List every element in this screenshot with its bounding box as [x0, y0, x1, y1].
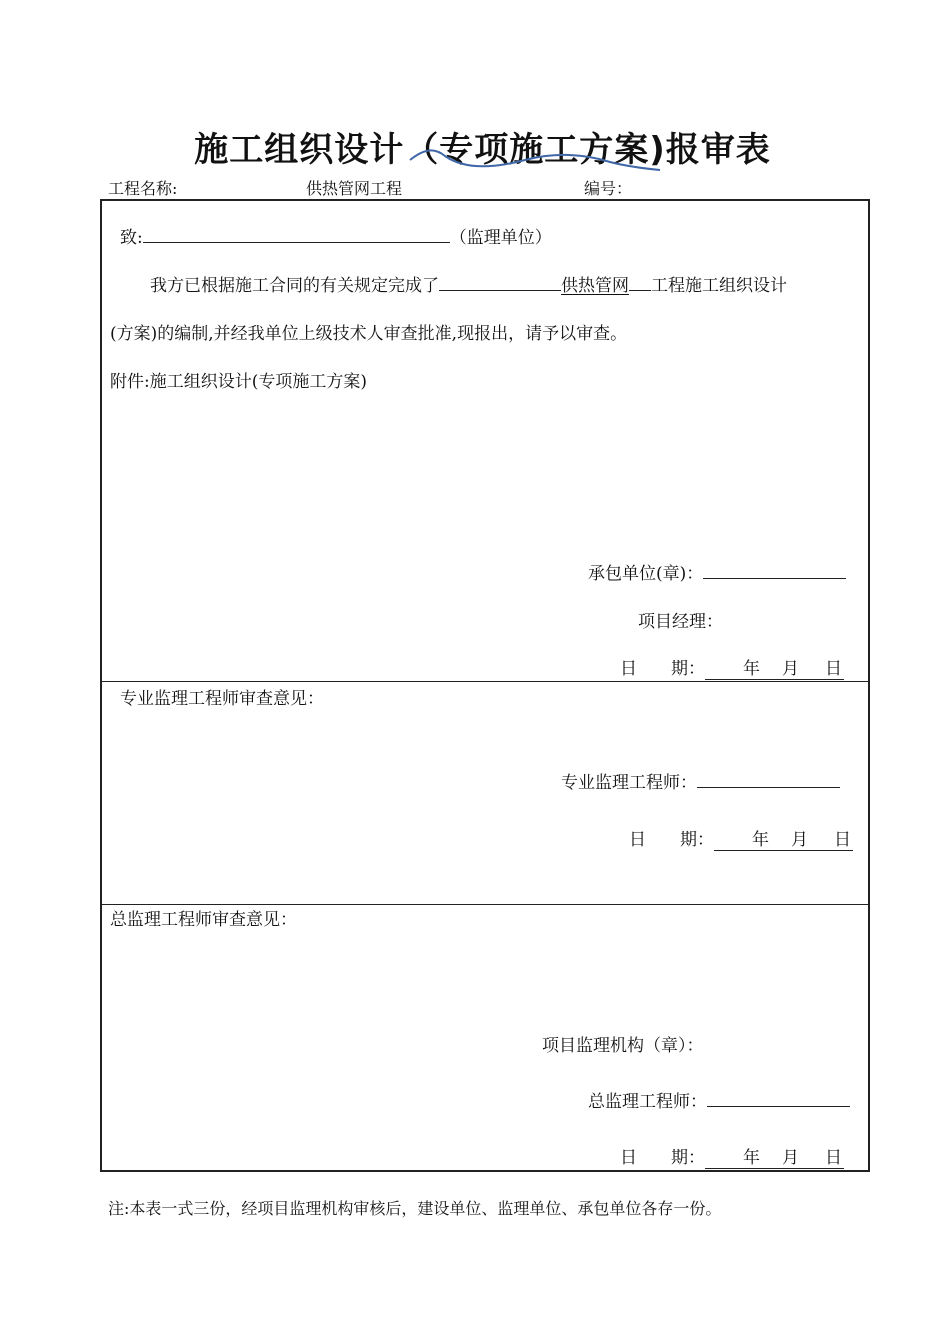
para-project-name: 供热管网: [561, 276, 629, 296]
blank-field-2: [629, 274, 651, 291]
specialist-signature-field[interactable]: [697, 771, 840, 788]
date-label: 日 期：: [629, 830, 714, 850]
date-field[interactable]: 年 月 日: [705, 654, 844, 680]
supervision-org-label: 项目监理机构（章）：: [542, 1036, 704, 1056]
to-label: 致:: [120, 228, 143, 248]
date-line-3: [620, 1143, 844, 1169]
date-label: 日 期：: [620, 659, 705, 679]
handwritten-strike-mark: [405, 140, 665, 176]
chief-heading: 总监理工程师审查意见：: [110, 910, 297, 930]
contractor-label: 承包单位(章)：: [588, 564, 704, 584]
project-name-label: 工程名称:: [108, 179, 178, 198]
blank-field: [439, 274, 561, 291]
specialist-engineer-line: [561, 768, 840, 793]
chief-signature-field[interactable]: [707, 1090, 850, 1107]
specialist-review-section: [102, 682, 868, 905]
contractor-signature-field[interactable]: [703, 562, 846, 579]
paragraph-2: (方案)的编制,并经我单位上级技术人审查批准,现报出，请予以审查。: [110, 324, 628, 344]
chief-review-section: [102, 905, 868, 1172]
paragraph-1: 我方已根据施工合同的有关规定完成了 供热管网 工程施工组织设计: [150, 276, 787, 296]
contractor-line: [588, 559, 846, 584]
date-line-1: [620, 654, 844, 680]
attachment-line: 附件:施工组织设计(专项施工方案): [110, 372, 367, 392]
to-line: [120, 223, 552, 248]
date-field[interactable]: 年 月 日: [714, 825, 853, 851]
chief-engineer-line: [588, 1087, 850, 1112]
specialist-engineer-label: 专业监理工程师：: [561, 773, 697, 793]
supervisor-unit-field[interactable]: [143, 226, 450, 243]
review-form: [100, 199, 870, 1172]
chief-engineer-label: 总监理工程师：: [588, 1092, 707, 1112]
specialist-heading: 专业监理工程师审查意见：: [120, 689, 324, 709]
date-line-2: [629, 825, 853, 851]
date-label: 日 期：: [620, 1148, 705, 1168]
number-label: 编号：: [584, 179, 633, 198]
to-suffix: （监理单位）: [449, 228, 552, 248]
project-name-value: 供热管网工程: [306, 179, 403, 198]
project-manager-label: 项目经理：: [638, 612, 723, 632]
footer-note: 注:本表一式三份，经项目监理机构审核后，建设单位、监理单位、承包单位各存一份。: [108, 1199, 722, 1218]
page-title: 施工组织设计（专项施工方案)报审表: [194, 130, 771, 170]
submission-section: [102, 201, 868, 682]
date-field[interactable]: 年 月 日: [705, 1143, 844, 1169]
